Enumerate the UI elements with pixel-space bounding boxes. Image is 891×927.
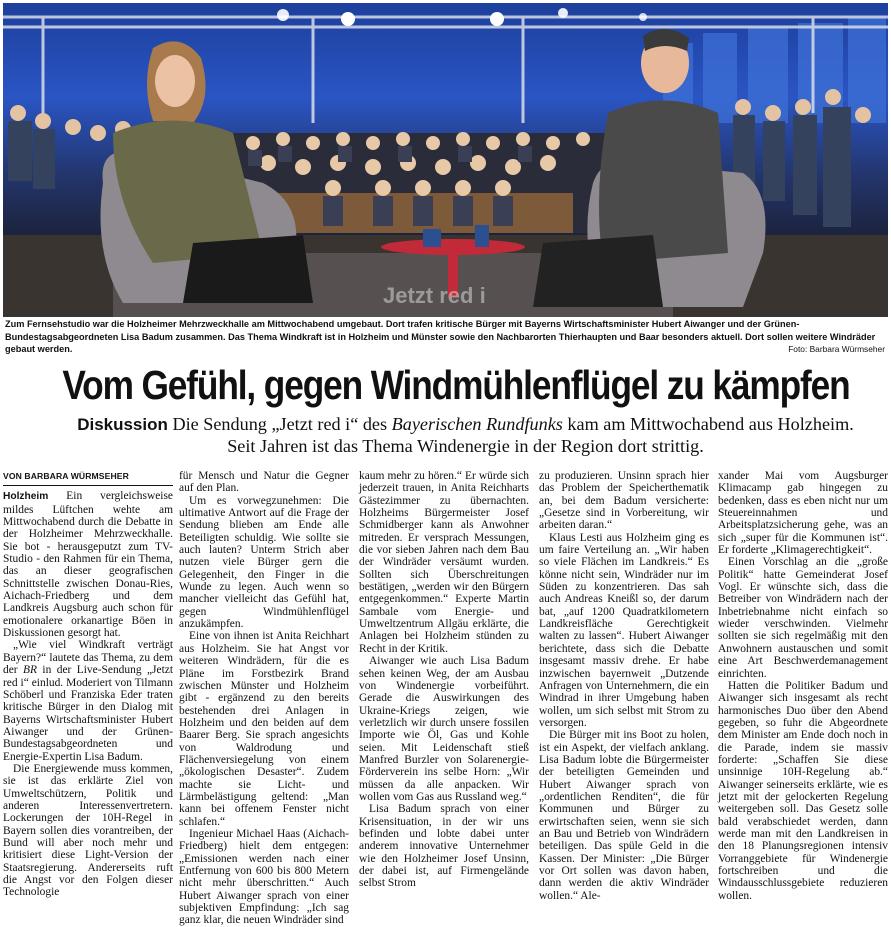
article-paragraph bbox=[3, 490, 173, 639]
article-paragraph: xander Mai vom Augsburger Klimacamp gab hingegen zu bedenken, dass es eben nicht nur um Steuereinnahmen und Arbeitsplatzsicherung gehe, was an sich „super für die Kommunen ist“. Er forderte „Klimagerechtigkeit“. bbox=[718, 470, 888, 557]
paragraph-italic: BR bbox=[23, 664, 38, 677]
article-paragraph: Klaus Lesti aus Holzheim ging es um faire Verteilung an. „Wir haben so viele Flächen im Landkreis.“ Es könne nicht sein, Windräder nur im Süden zu konzentrieren. Das sah auch Andreas Kneißl so, der darum bat, „auf 1200 Quadratkilometern Landkreisfläche Gerechtigkeit walten zu lassen“. Hubert Aiwanger berichtete, dass sich die Debatte insgesamt massiv drehe. Er habe inzwischen bayernweit „Dutzende Anfragen von Unternehmern, die ein Windrad in ihrer Umgebung haben wollen, um sich selbst mit Strom zu versorgen. bbox=[539, 531, 709, 729]
article-paragraph bbox=[3, 639, 173, 762]
byline: VON BARBARA WÜRMSEHER bbox=[3, 470, 173, 486]
subhead-kicker: Diskussion bbox=[77, 415, 168, 434]
article-paragraph: Hatten die Politiker Badum und Aiwanger sich insgesamt als recht harmonisches Duo über den Abend gegeben, so fuhr die Abgeordnete dem Minister am Ende doch noch in die Parade, indem sie massiv forderte: „Schaffen Sie diese unsinnige 10H-Regelung ab.“ Aiwanger seinerseits erklärte, wie es jetzt mit der gelockerten Regelung weitergeben soll. Das Gesetz solle bald verabschiedet werden, dann werde man mit den Landkreisen in den 18 Planungsregionen intensiv Vorranggebiete für Windenergie fortschreiben und die Windausschlussgebiete reduzieren wollen. bbox=[718, 679, 888, 902]
studio-scene bbox=[3, 3, 888, 317]
article-column-1 bbox=[3, 470, 173, 899]
article-column-3 bbox=[359, 470, 529, 890]
article-paragraph: Um es vorwegzunehmen: Die ultimative Antwort auf die Frage der Sendung blieben am Ende alle Beteiligten schuldig. Wie sollte sie auch lauten? Unterm Strich aber nutzen viele Bürger gern die Gelegenheit, den Finger in die Wunde zu legen. Auch wenn so mancher vielleicht das Gefühl hat, gegen Windmühlenflügel anzukämpfen. bbox=[179, 494, 349, 631]
dateline: Holzheim bbox=[3, 491, 49, 503]
studio-photo bbox=[3, 3, 888, 317]
article-paragraph: Lisa Badum sprach von einer Krisensituation, in der wir uns befinden und lobte dabei unter anderem innovative Unternehmer wie den Holzheimer Josef Unsinn, der dabei ist, auf Firmengelände selbst Strom bbox=[359, 803, 529, 890]
article-paragraph: Die Bürger mit ins Boot zu holen, ist ein Aspekt, der vielfach anklang. Lisa Badum lobte die Bürgermeister der beteiligten Gemeinden und Hubert Aiwanger sprach von „ordentlichen Renditen“, die für Kommunen und Bürger zu erwirtschaften seien, wenn sie sich an Bau und Betrieb von Windrädern beteiligen. Das spüle Geld in die Kassen. Der Minister: „Die Bürger vor Ort sollen was davon haben, dann werden die aktiv Windräder wollen.“ Ale- bbox=[539, 729, 709, 902]
article-paragraph: Einen Vorschlag an die „große Politik“ hatte Gemeinderat Josef Vogl. Er wünschte sich, dass die Betreiber von Windrädern nach der Inbetriebnahme nicht einfach so wieder verschwinden. Vielmehr sollten sie sich regelmäßig mit den Anwohnern austauschen und somit eine Art Beschwerdemanagement einrichten. bbox=[718, 556, 888, 680]
subheadline bbox=[40, 414, 891, 457]
article-column-4 bbox=[539, 470, 709, 902]
article-paragraph: Eine von ihnen ist Anita Reichhart aus Holzheim. Sie hat Angst vor weiteren Windrädern, für die es Pläne im Forstbezirk Brand zwischen Münster und Holzheim gibt - ergänzend zu den bereits bestehenden drei Anlagen in Holzheim und den beiden auf dem Baarer Berg. Sie sprach angesichts von Waldrodung und Flächenversiegelung von einem „ökologischen Desaster“. Zudem machte sie Licht- und Lärmbelästigung geltend: „Man kann bei offenem Fenster nicht schlafen.“ bbox=[179, 630, 349, 828]
subhead-text-1: Die Sendung „Jetzt red i“ des bbox=[167, 414, 392, 434]
article-paragraph: für Mensch und Natur die Gegner auf den Plan. bbox=[179, 470, 349, 495]
floor-logo-text: Jetzt red i bbox=[383, 283, 486, 308]
subhead-italic: Bayerischen Rundfunks bbox=[391, 414, 563, 434]
paragraph-text: in der Live-Sendung „Jetzt red i“ einlud. Moderiert von Tilmann Schöberl und Franziska Eder traten kritische Bürger in den Dialog mit Bayerns Wirtschaftsminister Hubert Aiwanger und der Grünen-Bundestagsabgeordneten und Energie-Expertin Lisa Badum. bbox=[3, 664, 174, 763]
photo-caption bbox=[5, 318, 885, 356]
article-column-5 bbox=[718, 470, 888, 902]
subhead-text-2: kam am Mittwochabend aus Holzheim. bbox=[562, 414, 854, 434]
article-paragraph: kaum mehr zu hören.“ Er würde sich jederzeit trauen, in Anita Reichharts Gästezimmer zu übernachten. Holzheims Bürgermeister Josef Schmidberger kann als Anwohner mitreden. Er versprach Messungen, die vor sieben Jahren nach dem Bau der Windräder versäumt wurden. Sollten sich Überschreitungen bestätigen, „werden wir den Bürgern entgegenkommen.“ Experte Martin Sambale vom Energie- und Umweltzentrum Allgäu erklärte, die Anlagen bei Holzheim stünden zu Recht in der Kritik. bbox=[359, 470, 529, 655]
red-i-logo bbox=[413, 43, 503, 93]
article-paragraph: Die Energiewende muss kommen, sie ist das erklärte Ziel von Umweltschützern, Politik und anderen Interessenvertretern. Lockerungen der 10H-Regel in Bayern sollen dies vorantreiben, der Bund will aber noch mehr und kritisiert diese Light-Version der Staatsregierung. Andererseits ruft die Angst vor den Folgen dieser Technologie bbox=[3, 762, 173, 899]
subhead-line-1 bbox=[40, 414, 891, 436]
photo-credit: Foto: Barbara Würmseher bbox=[788, 344, 885, 355]
article-body bbox=[3, 470, 888, 927]
paragraph-text: Ein vergleichsweise mildes Lüftchen wehte am Mittwochabend durch die Debatte in der Holzheimer Mehrzweckhalle. Sie bot - herausgeputzt zum TV-Studio - den Rahmen für ein Thema, das an dieser geografischen Schnittstelle zwischen Donau-Ries, Aichach-Friedberg und dem Landkreis Augsburg auch schon für emotionalere orkanartige Böen in Diskussionen gesorgt hat. bbox=[3, 490, 173, 640]
article-column-2 bbox=[179, 470, 349, 927]
subhead-line-2: Seit Jahren ist das Thema Windenergie in der Region dort strittig. bbox=[227, 435, 704, 456]
headline: Vom Gefühl, gegen Windmühlenflügel zu kämpfen bbox=[62, 362, 850, 408]
article-paragraph: zu produzieren. Unsinn sprach hier das Problem der Speicherthematik an, bei dem Badum versicherte: „Gesetze sind in Vorbereitung, wir arbeiten daran.“ bbox=[539, 470, 709, 532]
article-paragraph: Ingenieur Michael Haas (Aichach-Friedberg) hielt dem entgegen: „Emissionen werden nach einer Entfernung von 600 bis 800 Metern nicht mehr überschritten.“ Auch Hubert Aiwanger sprach von einer subjektiven Empfindung: „Ich sag ganz klar, die neuen Windräder sind bbox=[179, 827, 349, 927]
article-paragraph: Aiwanger wie auch Lisa Badum sehen keinen Weg, der am Ausbau von Windenergie vorbeiführt. Gerade die Auswirkungen des Ukraine-Kriegs zeigen, wie verletzlich wir durch unsere fossilen Importe wie Öl, Gas und Kohle seien. Mit Leidenschaft stieß Manfred Burzler von Solarenergie-Förderverein ins selbe Horn: „Wir müssen da alle anpacken. Wir wollen vom Gas aus Russland weg.“ bbox=[359, 655, 529, 803]
paragraph-text: „Wie viel Windkraft verträgt Bayern?“ lautete das Thema, zu dem der bbox=[3, 639, 173, 677]
caption-text: Zum Fernsehstudio war die Holzheimer Mehrzweckhalle am Mittwochabend umgebaut. Dort trafen kritische Bürger mit Bayerns Wirtschaftsminister Hubert Aiwanger und der Grünen-Bundestagsabgeordneten Lisa Badum zusammen. Das Thema Windkraft ist in Holzheim und Münster sowie den Nachbarorten Thierhaupten und Baar besonders aktuell. Dort sollen weitere Windräder gebaut werden. bbox=[5, 319, 876, 355]
